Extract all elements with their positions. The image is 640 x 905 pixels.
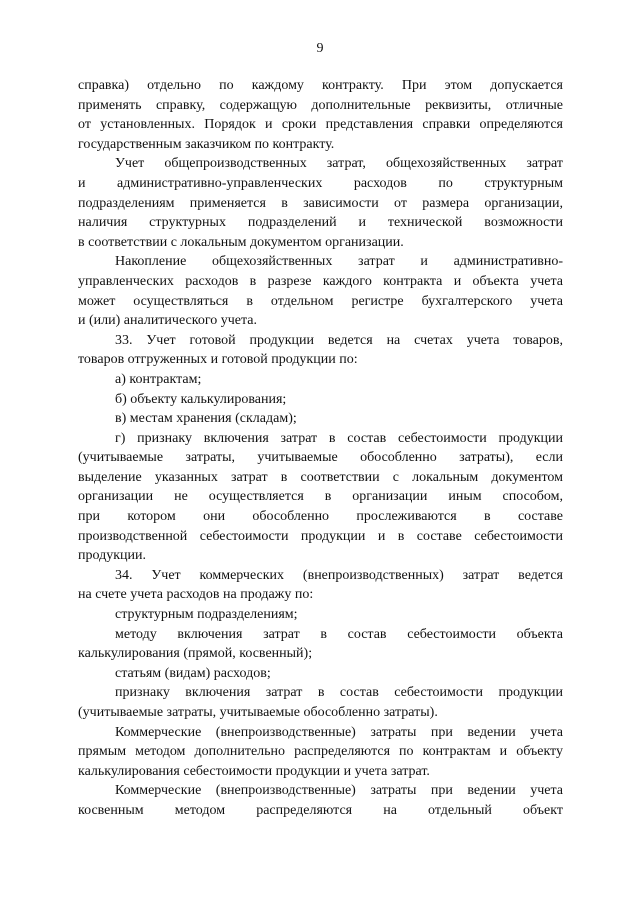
text-line: при котором они обособленно прослеживаются в составе bbox=[78, 509, 563, 525]
text-line: наличия структурных подразделений и технической возможности bbox=[78, 215, 563, 231]
text-line: б) объекту калькулирования; bbox=[115, 391, 287, 407]
text-line: Коммерческие (внепроизводственные) затраты при ведении учета bbox=[115, 724, 563, 740]
text-line: Учет общепроизводственных затрат, общехозяйственных затрат bbox=[115, 156, 563, 172]
text-line: в соответствии с локальным документом организации. bbox=[78, 234, 404, 250]
text-line: товаров отгруженных и готовой продукции по: bbox=[78, 352, 358, 368]
text-line: признаку включения затрат в состав себестоимости продукции bbox=[115, 685, 563, 701]
text-line: на счете учета расходов на продажу по: bbox=[78, 587, 314, 603]
text-line: структурным подразделениям; bbox=[115, 607, 298, 623]
text-line: в) местам хранения (складам); bbox=[115, 411, 297, 427]
text-line: прямым методом дополнительно распределяются по контрактам и объекту bbox=[78, 744, 563, 760]
text-line: Коммерческие (внепроизводственные) затраты при ведении учета bbox=[115, 783, 563, 799]
text-line: (учитываемые затраты, учитываемые обособленно затраты). bbox=[78, 705, 438, 720]
text-line: 33. Учет готовой продукции ведется на счетах учета товаров, bbox=[115, 332, 563, 348]
text-line: 34. Учет коммерческих (внепроизводственных) затрат ведется bbox=[115, 567, 563, 583]
text-line: косвенным методом распределяются на отдельный объект bbox=[78, 802, 563, 818]
text-line: подразделениям применяется в зависимости от размера организации, bbox=[78, 195, 563, 211]
text-line: продукции. bbox=[78, 548, 146, 564]
text-line: производственной себестоимости продукции и в составе себестоимости bbox=[78, 528, 563, 544]
text-line: управленческих расходов в разрезе каждого контракта и объекта учета bbox=[78, 273, 563, 289]
page-number: 9 bbox=[316, 41, 324, 56]
text-line: методу включения затрат в состав себестоимости объекта bbox=[115, 626, 563, 642]
text-line: организации не осуществляется в организации иным способом, bbox=[78, 489, 563, 505]
text-line: статьям (видам) расходов; bbox=[115, 665, 271, 681]
text-line: калькулирования (прямой, косвенный); bbox=[78, 646, 313, 662]
body-text bbox=[78, 76, 563, 821]
text-line: может осуществляться в отдельном регистре бухгалтерского учета bbox=[78, 293, 563, 309]
text-line: г) признаку включения затрат в состав себестоимости продукции bbox=[115, 430, 563, 446]
text-line: применять справку, содержащую дополнительные реквизиты, отличные bbox=[78, 97, 563, 113]
text-line: государственным заказчиком по контракту. bbox=[78, 136, 335, 152]
text-line: (учитываемые затраты, учитываемые обособленно затраты), если bbox=[78, 450, 563, 466]
text-line: калькулирования себестоимости продукции и учета затрат. bbox=[78, 763, 430, 779]
text-line: Накопление общехозяйственных затрат и административно- bbox=[115, 254, 563, 270]
text-line: и (или) аналитического учета. bbox=[78, 313, 257, 329]
text-line: и административно-управленческих расходов по структурным bbox=[78, 175, 563, 191]
text-line: справка) отдельно по каждому контракту. При этом допускается bbox=[78, 78, 563, 93]
text-line: а) контрактам; bbox=[115, 371, 202, 387]
text-line: выделение указанных затрат в соответствии с локальным документом bbox=[78, 469, 563, 485]
text-line: от установленных. Порядок и сроки представления справки определяются bbox=[78, 117, 563, 133]
